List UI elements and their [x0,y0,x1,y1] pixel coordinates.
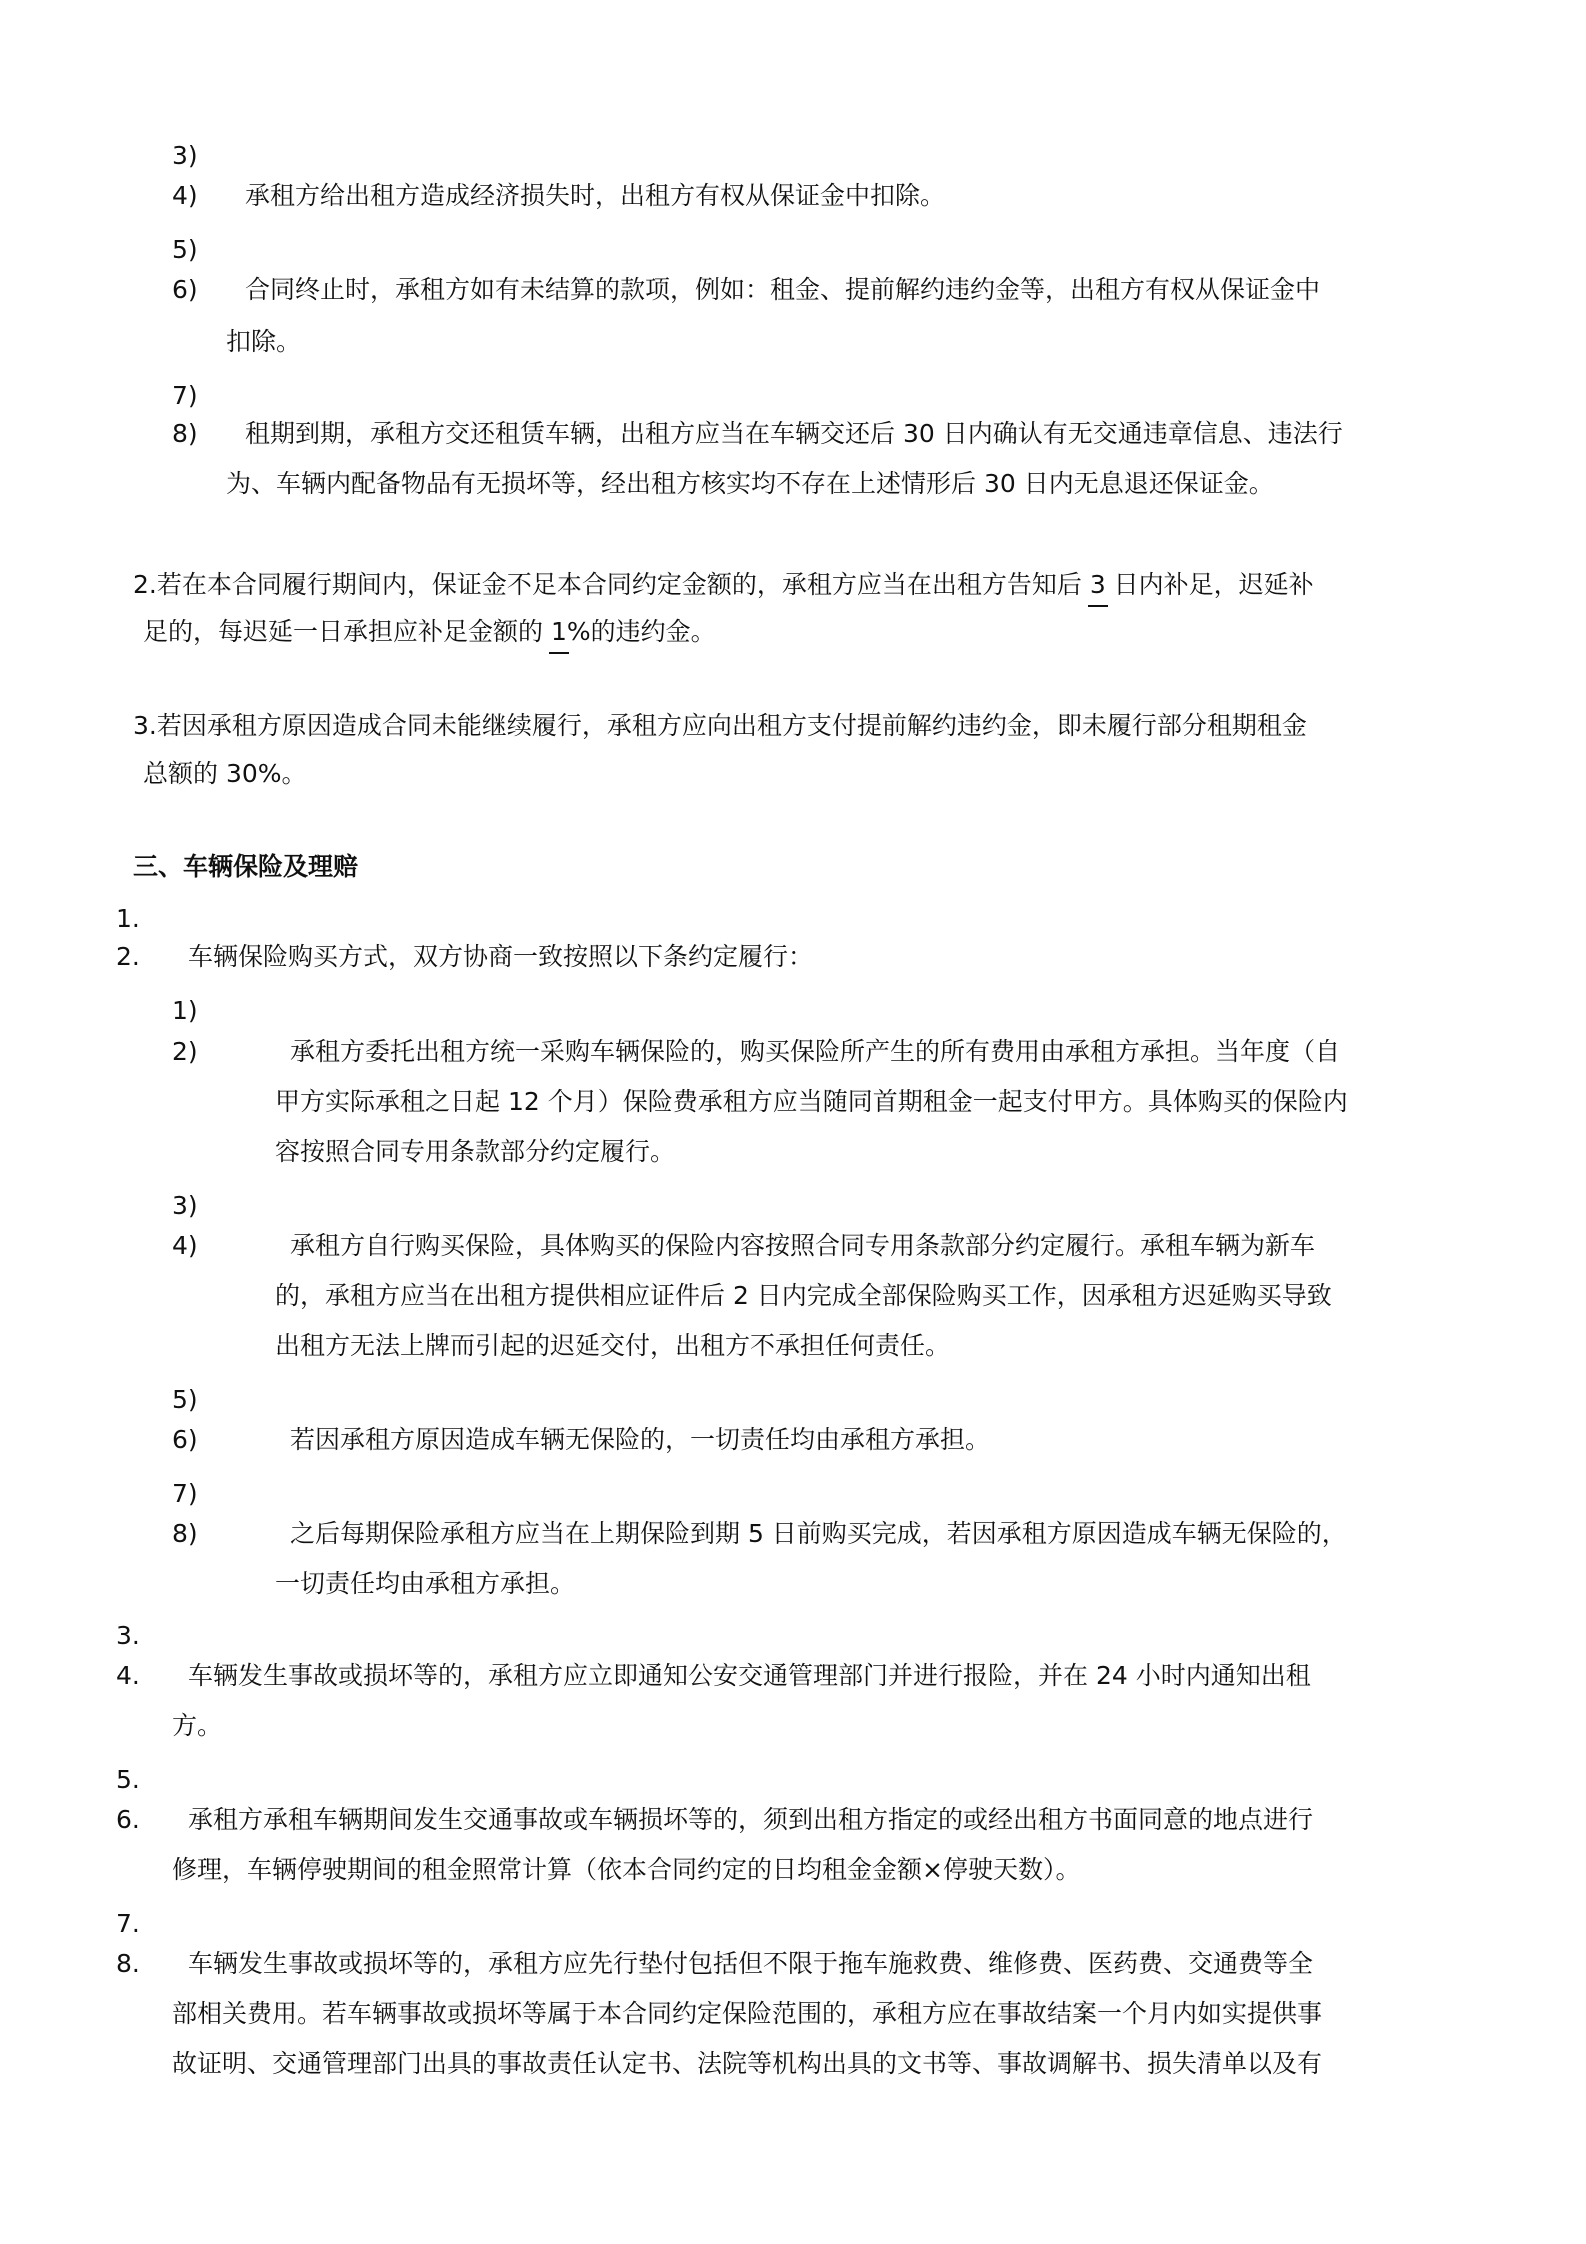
list-text: 修理，车辆停驶期间的租金照常计算（依本合同约定的日均租金金额×停驶天数）。 [172,1855,1081,1884]
list-number: 6. [116,1805,140,1834]
list-text: 若因承租方原因造成车辆无保险的，一切责任均由承租方承担。 [290,1425,991,1454]
list-text: 一切责任均由承租方承担。 [275,1569,576,1598]
section-heading: 三、车辆保险及理赔 [133,852,359,881]
list-number: 7. [116,1909,140,1938]
list-text: 车辆发生事故或损坏等的，承租方应立即通知公安交通管理部门并进行报险，并在 24 小时内通知出租 [188,1661,1311,1690]
list-number: 1. [116,904,140,933]
list-number: 6) [172,1425,198,1454]
list-text: 车辆保险购买方式，双方协商一致按照以下条约定履行： [188,942,814,971]
list-text: 车辆发生事故或损坏等的，承租方应先行垫付包括但不限于拖车施救费、维修费、医药费、交通费等全 [188,1949,1314,1978]
list-number: 5. [116,1765,140,1794]
rate-value: 1 [551,608,567,656]
paragraph-line [143,608,716,656]
list-text: 承租方自行购买保险，具体购买的保险内容按照合同专用条款部分约定履行。承租车辆为新车 [290,1231,1316,1260]
list-number: 3) [172,1191,198,1220]
list-number: 7) [172,1479,198,1508]
list-text: 故证明、交通管理部门出具的事故责任认定书、法院等机构出具的文书等、事故调解书、损失清单以及有 [172,2049,1323,2078]
list-number: 7) [172,381,198,410]
list-number: 5) [172,1385,198,1414]
list-text: 方。 [172,1711,223,1740]
paragraph-line [133,561,1314,609]
list-number: 3) [172,141,198,170]
list-text: 甲方实际承租之日起 12 个月）保险费承租方应当随同首期租金一起支付甲方。具体购买的保险内 [275,1087,1348,1116]
list-text: 承租方给出租方造成经济损失时，出租方有权从保证金中扣除。 [245,181,946,210]
list-text: 的，承租方应当在出租方提供相应证件后 2 日内完成全部保险购买工作，因承租方迟延购买导致 [275,1281,1332,1310]
list-text: 之后每期保险承租方应当在上期保险到期 5 日前购买完成，若因承租方原因造成车辆无保险的， [290,1519,1347,1548]
list-number: 3. [116,1621,140,1650]
list-text: 部相关费用。若车辆事故或损坏等属于本合同约定保险范围的，承租方应在事故结案一个月内如实提供事 [172,1999,1323,2028]
list-text: 合同终止时，承租方如有未结算的款项，例如：租金、提前解约违约金等，出租方有权从保证金中 [245,275,1321,304]
list-number: 4) [172,1231,198,1260]
list-number: 2) [172,1037,198,1066]
list-number: 2. [116,942,140,971]
list-number: 8) [172,419,198,448]
list-text: 租期到期，承租方交还租赁车辆，出租方应当在车辆交还后 30 日内确认有无交通违章信息、违法行 [245,419,1343,448]
list-number: 5) [172,235,198,264]
paragraph-line: 3.若因承租方原因造成合同未能继续履行，承租方应向出租方支付提前解约违约金，即未履行部分租期租金 [133,711,1307,740]
days-value: 3 [1090,561,1106,609]
list-text: 承租方委托出租方统一采购车辆保险的，购买保险所产生的所有费用由承租方承担。当年度（自 [290,1037,1341,1066]
paragraph-text: 日内补足，迟延补 [1105,570,1314,599]
list-number: 4. [116,1661,140,1690]
list-number: 4) [172,181,198,210]
list-text: 出租方无法上牌而引起的迟延交付，出租方不承担任何责任。 [275,1331,951,1360]
paragraph-text: 足的，每迟延一日承担应补足金额的 [143,617,551,646]
list-text: 为、车辆内配备物品有无损坏等，经出租方核实均不存在上述情形后 30 日内无息退还保证金。 [226,469,1274,498]
list-number: 8. [116,1949,140,1978]
paragraph-line: 总额的 30%。 [143,759,307,788]
list-text: 容按照合同专用条款部分约定履行。 [275,1137,676,1166]
list-text: 扣除。 [226,327,302,356]
list-number: 6) [172,275,198,304]
paragraph-text: 2.若在本合同履行期间内，保证金不足本合同约定金额的，承租方应当在出租方告知后 [133,570,1090,599]
list-number: 8) [172,1519,198,1548]
list-number: 1) [172,996,198,1025]
paragraph-text: %的违约金。 [566,617,716,646]
list-text: 承租方承租车辆期间发生交通事故或车辆损坏等的，须到出租方指定的或经出租方书面同意的地点进行 [188,1805,1314,1834]
